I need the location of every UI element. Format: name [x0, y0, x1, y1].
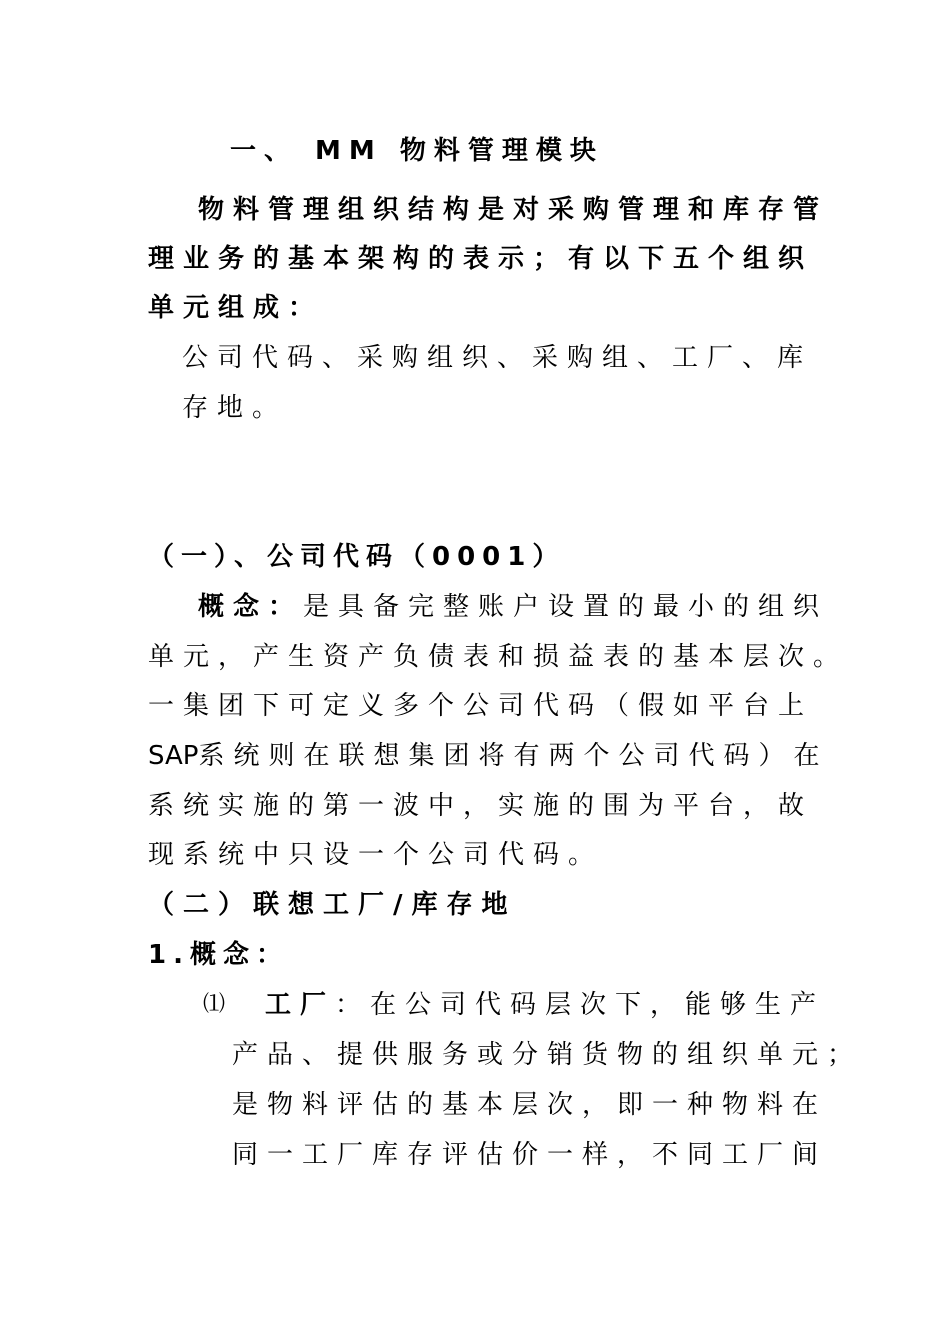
s1-line-6: 现系统中只设一个公司代码。	[148, 840, 604, 870]
s2-factory-label: 工厂	[265, 990, 336, 1020]
s1-line-1	[198, 590, 828, 624]
s2-sub-line-1	[265, 988, 825, 1022]
s2-sub-line-2: 产品、提供服务或分销货物的组织单元；	[232, 1040, 863, 1070]
section-1-heading: （一）、公司代码（0001）	[148, 542, 566, 572]
s2-item-1: 1.概念：	[148, 940, 289, 970]
s1-concept-label: 概念：	[198, 592, 304, 622]
s1-line-5: 系统实施的第一波中，实施的围为平台，故	[148, 791, 814, 821]
s1-line-1-text: 是具备完整账户设置的最小的组织	[303, 592, 829, 622]
s1-line-2: 单元，产生资产负债表和损益表的基本层次。	[148, 642, 849, 672]
heading-mm-module: 一、 MM 物料管理模块	[230, 136, 604, 166]
s1-line-4	[148, 739, 828, 773]
intro-line-3: 单元组成：	[148, 293, 324, 323]
s1-line-3: 一集团下可定义多个公司代码（假如平台上	[148, 691, 814, 721]
units-line-2: 存地。	[182, 393, 288, 423]
s2-sub-line-1-text: ：在公司代码层次下，能够生产	[335, 990, 826, 1020]
s2-sub-marker: ⑴	[203, 992, 226, 1017]
intro-line-1: 物料管理组织结构是对采购管理和库存管	[198, 195, 829, 225]
s1-sap-text: SAP	[148, 741, 199, 771]
s2-sub-line-3: 是物料评估的基本层次，即一种物料在	[232, 1090, 828, 1120]
units-line-1: 公司代码、采购组织、采购组、工厂、库	[182, 343, 813, 373]
section-2-heading: （二）联想工厂/库存地	[148, 890, 517, 920]
intro-line-2: 理业务的基本架构的表示；有以下五个组织	[148, 244, 814, 274]
s2-sub-line-4: 同一工厂库存评估价一样，不同工厂间	[232, 1140, 828, 1170]
s1-line-4-text: 系统则在联想集团将有两个公司代码）在	[198, 741, 829, 771]
